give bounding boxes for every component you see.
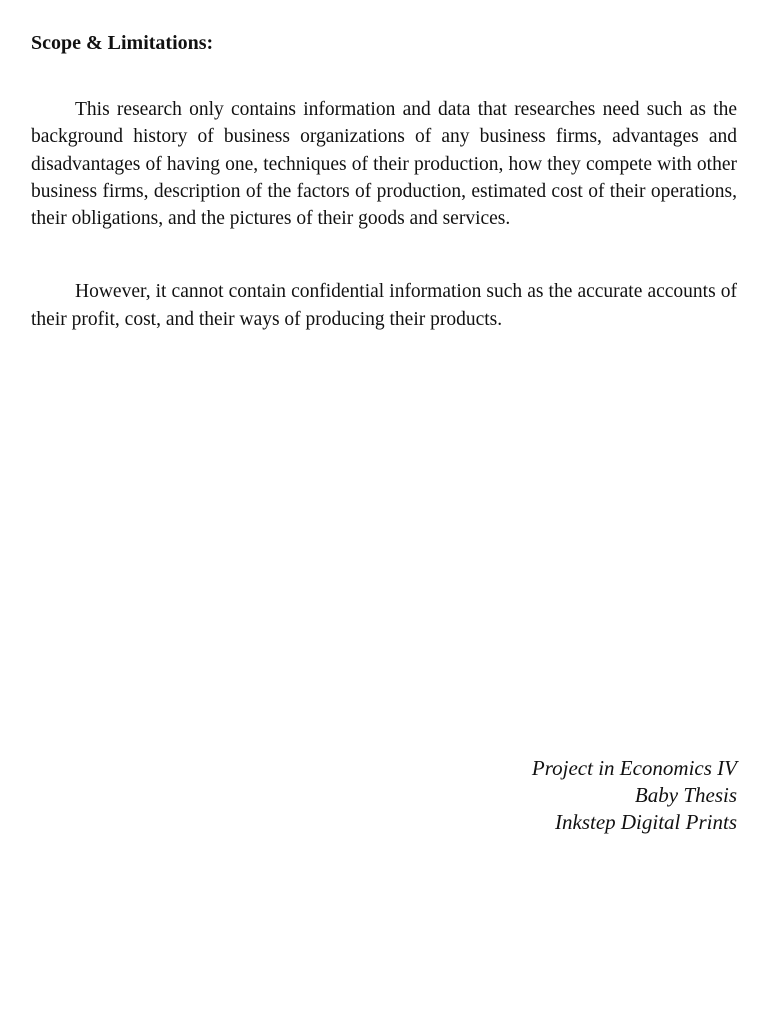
footer-project-line: Project in Economics IV [531, 756, 737, 780]
document-footer [532, 755, 737, 836]
paragraph-scope: This research only contains information and data that researches need such as the background history of business organizations of any business firms, advantages and disadvantages of having one, techniques of their production, how they compete with other business firms, description of the factors of production, estimated cost of their operations, their obligations, and the pictures of their goods and services. [31, 99, 737, 230]
paragraph-limitations: However, it cannot contain confidential information such as the accurate accounts of their profit, cost, and their ways of producing their products. [31, 281, 737, 330]
footer-title-line: Baby Thesis [634, 783, 737, 807]
section-heading: Scope & Limitations: [31, 32, 214, 54]
footer-publisher-line: Inkstep Digital Prints [555, 810, 737, 834]
document-page [31, 30, 737, 333]
